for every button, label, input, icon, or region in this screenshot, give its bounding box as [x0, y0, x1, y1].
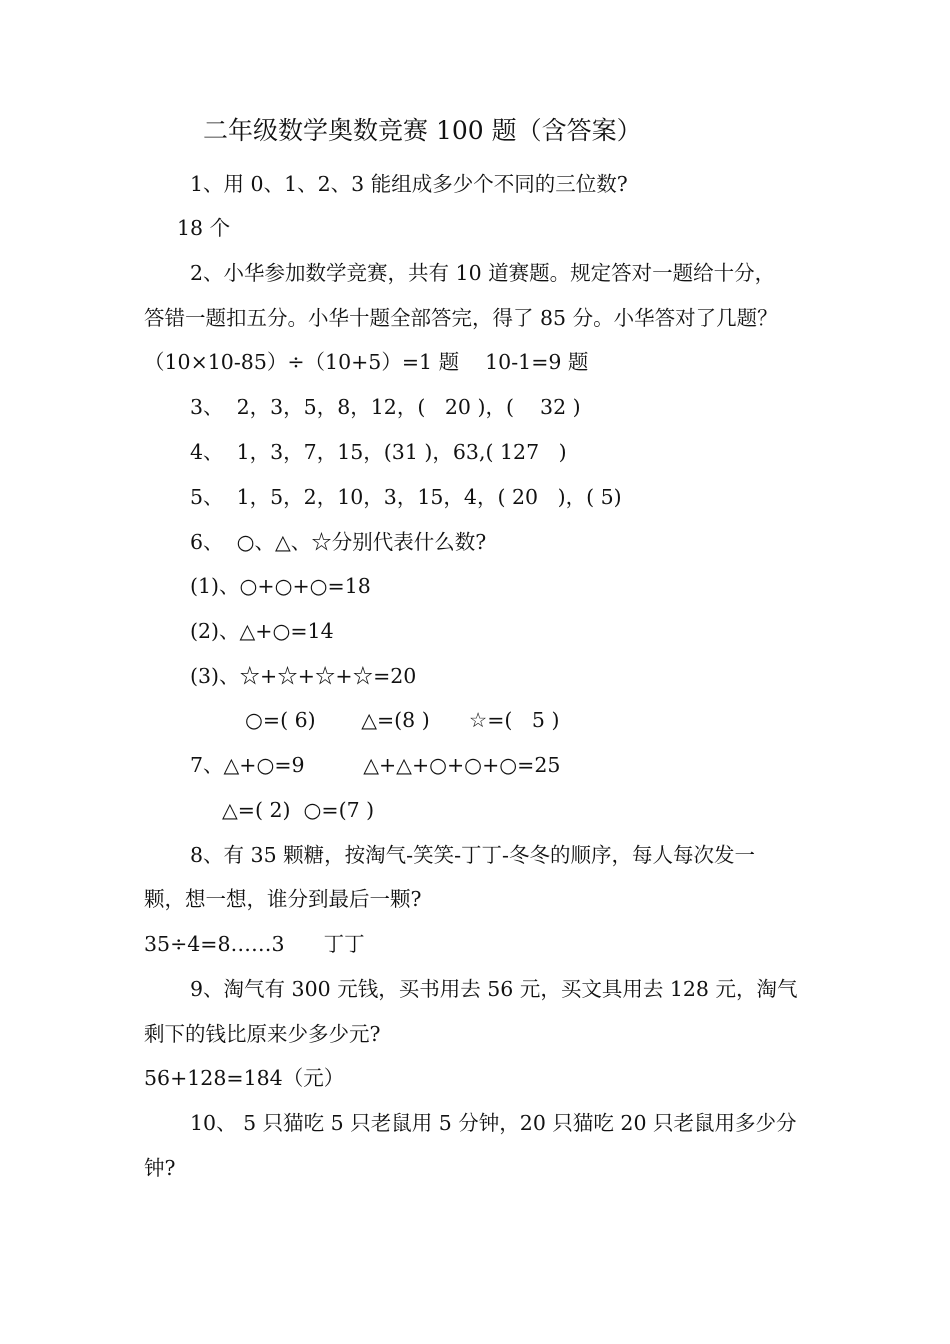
q8-question-line1: 8、有 35 颗糖，按淘气-笑笑-丁丁-冬冬的顺序，每人每次发一: [190, 843, 755, 867]
q5-sequence: 5、 1，5，2，10，3，15，4，( 20 )，( 5): [190, 485, 622, 509]
q10-question-line1: 10、 5 只猫吃 5 只老鼠用 5 分钟，20 只猫吃 20 只老鼠用多少分: [190, 1111, 797, 1135]
q6-equation-3: (3)、☆+☆+☆+☆=20: [190, 664, 417, 688]
q6-equation-2: (2)、△+○=14: [190, 619, 334, 643]
q9-question-line2: 剩下的钱比原来少多少元?: [144, 1022, 381, 1046]
q2-question-line2: 答错一题扣五分。小华十题全部答完，得了 85 分。小华答对了几题？: [144, 306, 778, 330]
q9-question-line1: 9、淘气有 300 元钱，买书用去 56 元，买文具用去 128 元，淘气: [190, 977, 798, 1001]
q6-answer: ○=( 6) △=(8 ) ☆=( 5 ): [245, 708, 560, 732]
document-title: 二年级数学奥数竞赛 100 题（含答案）: [203, 116, 642, 145]
q10-question-line2: 钟?: [144, 1156, 176, 1180]
q7-question: 7、△+○=9 △+△+○+○+○=25: [190, 753, 561, 777]
q8-answer: 35÷4=8……3 丁丁: [144, 932, 365, 956]
q9-answer: 56+128=184（元）: [144, 1066, 345, 1090]
q4-sequence: 4、 1，3，7，15，(31 )，63,( 127 ): [190, 440, 567, 464]
q6-equation-1: (1)、○+○+○=18: [190, 574, 371, 598]
q1-question: 1、用 0、1、2、3 能组成多少个不同的三位数?: [190, 172, 628, 196]
q3-sequence: 3、 2，3，5，8，12，( 20 )，( 32 ): [190, 395, 581, 419]
q2-answer: （10×10-85）÷（10+5）=1 题 10-1=9 题: [144, 350, 589, 374]
q2-question-line1: 2、小华参加数学竞赛，共有 10 道赛题。规定答对一题给十分，: [190, 261, 776, 285]
q7-answer: △=( 2) ○=(7 ): [222, 798, 375, 822]
q6-question: 6、 ○、△、☆分别代表什么数?: [190, 530, 487, 554]
q1-answer: 18 个: [177, 216, 231, 240]
q8-question-line2: 颗，想一想，谁分到最后一颗?: [144, 887, 422, 911]
